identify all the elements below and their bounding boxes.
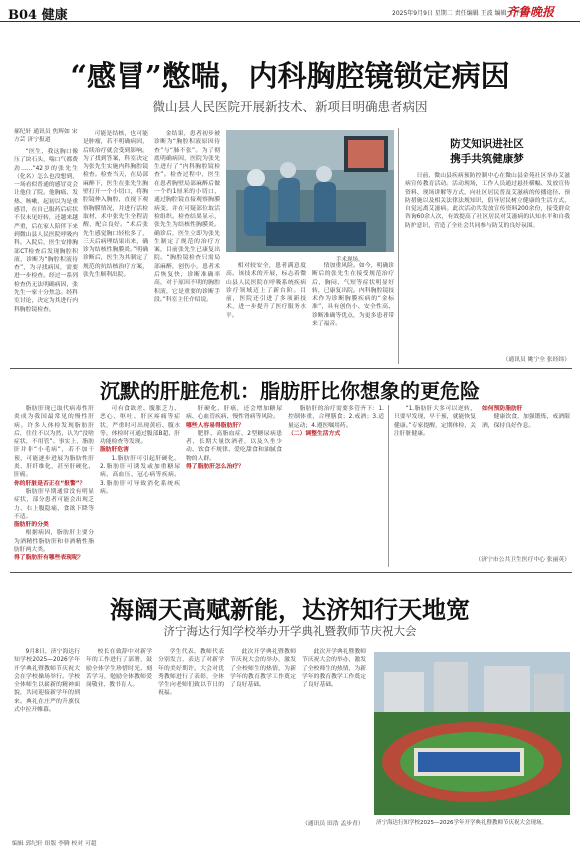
article1-col5: 情加重风险。如今，明确诊断后的张先生在接受规范治疗后，胸闷、气短等症状明显好转，已康复出院。内科胸腔镜技术作为诊断胸膜疾病的“金标准”，具有创伤小、安全性高、诊断准确等优点，为更多患者带来了福音。: [312, 263, 394, 328]
ceremony-photo: [374, 652, 570, 815]
section-label: B04 健康: [8, 8, 68, 23]
sidebar-title-line2: 携手共筑健康梦: [450, 153, 524, 165]
column-divider: [388, 405, 389, 567]
article2-col1: 脂肪肝现已取代病毒性肝炎成为我国最常见的慢性肝病。许多人体检发现脂肪肝后，往往不以为然，认为“没啥症状，不用管”。事实上，脂肪肝并非“小毛病”，若不加干预，可能逐步进展为脂肪性肝炎、肝纤维化，甚至肝硬化、肝癌。 你的肝脏是否正在“报警”？ 脂肪肝早期通常没有明显症状，部分患者可能会出现乏力、右上腹隐痛、食欲下降等不适。 脂肪肝的分类 根据病因，脂肪肝主要分为酒精性脂肪肝和非酒精性脂肪肝两大类。 得了脂肪肝有哪些表现呢？: [14, 406, 94, 562]
article1-col2: 可能是结核，也可能是肿瘤，若不明确病因，后续治疗就会受到影响。为了找到答案，科室决定为张先生实施内科胸腔镜检查。检查当天，在局部麻醉下，医生在张先生胸壁打开一个小切口，将胸腔镜伸入胸腔，直视下观察胸膜情况，并进行活检取材，术中张先生全程清醒，配合良好。“术后张先生感觉胸口轻松多了，三天后病理结果出来，确诊为结核性胸膜炎。”明确诊断后，医生为其制定了规范的抗结核治疗方案，张先生顺利出院。: [83, 131, 148, 279]
sidebar-text: 日前，微山县疾病预防控制中心在微山县金苑社区举办艾滋病宣传教育活动。活动现场，工作人员通过悬挂横幅、发放宣传资料、现场讲解等方式，向社区居民普及艾滋病的传播途径、预防措施以及相关法律法规知识，倡导居民树立健康的生活方式，自觉远离艾滋病。此次活动共发放宣传资料200余份，接受群众咨询60余人次，有效提高了社区居民对艾滋病的认知水平和自我防护意识，营造了全社会共同参与防艾的良好氛围。: [405, 173, 570, 229]
article3-col1: 9月8日，济宁海达行知学校2025—2026学年开学典礼暨教师节庆祝大会在学校操场举行。学校全体师生以崭新的精神面貌，共同迎接新学年的到来。典礼在庄严的升旗仪式中拉开帷幕。: [14, 649, 80, 714]
article2-col4: 脂肪肝的治疗需要多管齐下：1.控制体重，合理膳食；2.戒酒；3.适量运动；4.遵医嘱用药。 （二）调整生活方式: [288, 406, 384, 437]
article3-col5: 此次开学典礼暨教师节庆祝大会的举办，激发了全校师生的热情，为新学年的教育教学工作奠定了良好基础。: [302, 649, 366, 689]
section-divider: [10, 572, 572, 573]
sidebar-byline: （通讯员 姚宁全 张经纬）: [502, 357, 570, 363]
surgery-photo-caption: 手术现场。: [336, 257, 364, 263]
article3-byline: （通讯员 田浩 孟步青）: [302, 821, 364, 827]
article2-heading-5: 哪些人容易得脂肪肝？: [186, 422, 244, 429]
article1-title: “感冒”憋喘，内科胸腔镜锁定病因: [70, 59, 510, 93]
ceremony-photo-caption: 济宁海达行知学校2025—2026学年开学典礼暨教师节庆祝大会现场。: [376, 820, 547, 826]
article3-title: 海阔天高赋新能，达济知行天地宽: [110, 595, 470, 624]
article2-title: 沉默的肝脏危机：脂肪肝比你想象的更危险: [100, 379, 480, 403]
article3-col2: 校长在致辞中对新学年的工作进行了部署，鼓励全体学生珍惜时光、刻苦学习，勉励全体教师爱岗敬业、教书育人。: [86, 649, 152, 689]
article3-subtitle: 济宁海达行知学校举办开学典礼暨教师节庆祝大会: [163, 624, 417, 638]
article2-heading-7: （二）调整生活方式: [288, 430, 341, 437]
article2-byline: （济宁市公共卫生医疗中心 张丽英）: [475, 557, 570, 563]
article2-heading-2: 脂肪肝的分类: [14, 522, 49, 529]
surgery-photo: [226, 130, 394, 252]
article1-subtitle: 微山县人民医院开展新技术、新项目明确患者病因: [152, 99, 428, 114]
page-header: [0, 0, 580, 22]
article1-col3: 金结果，患者初步被诊断为“胸腔积液原因待查”与“肺不张”。为了彻底明确病因，医院为张先生进行了“内科胸腔镜检查”。检查过程中，医生在患者胸壁局部麻醉后做一个约1厘米的小切口，通过胸腔镜直接观察胸膜病变，并在可疑部位取活检组织。检查结果显示，张先生为结核性胸膜炎。确诊后，医生立即为张先生制定了规范的治疗方案，目前张先生已康复出院。“胸腔镜检查只需局部麻醉，创伤小，患者术后恢复快，诊断准确率高，对于原因不明的胸腔积液，它是重要的诊断手段。”科室主任介绍说。: [154, 131, 220, 303]
article2-col2: 可有食欲差、腹胀乏力、恶心、呕吐、肝区疼痛等症状，严重时可出现黄疸、腹水等。体检时可通过腹部B超、肝功能检查等发现。 脂肪肝危害 1.脂肪肝可引起肝硬化。2.脂肪肝可诱发或加重糖尿病、高血压、冠心病等疾病。3.脂肪肝可导致消化系统疾病。: [100, 406, 180, 495]
article2-heading-8: 如何预防脂肪肝: [482, 406, 523, 412]
article2-col5: “1.脂肪肝大多可以逆转，只要早发现、早干预，就能恢复健康。”专家提醒，定期体检，关注肝脏健康。: [394, 406, 476, 437]
article2-heading-3: 得了脂肪肝有哪些表现呢？: [14, 555, 84, 562]
article1-byline: 郝纪轩 通讯员 焦辉如 宋方芸 济宁报道: [14, 129, 78, 144]
sidebar-title-line1: 防艾知识进社区: [450, 138, 524, 150]
article2-heading-6: 得了脂肪肝怎么治疗？: [186, 464, 244, 471]
article2-heading-4: 脂肪肝危害: [100, 447, 129, 454]
section-divider: [10, 368, 572, 369]
article1-col1: “医生，我这胸口像压了块石头，喘口气都费劲……”42岁的张先生（化名）怎么也没想到，一场看似普通的感冒竟会让他住了院。他胸痛、发热、咳嗽，起初以为是重感冒，在自己服药后症状不仅未见好转，还越来越严重，后在家人陪伴下来到微山县人民医院呼吸内科。入院后，医生安排胸部CT检查后发现胸腔积液，诊断为“胸腔积液待查”，为寻找病因，需要进一步检查。经过一系列检查仍无法明确病因，张先生一家十分焦急。经科室讨论，决定为其进行内科胸腔镜检查。: [14, 149, 78, 313]
article3-col4: 此次开学典礼暨教师节庆祝大会的举办，激发了全校师生的热情，为新学年的教育教学工作奠定了良好基础。: [230, 649, 296, 689]
article2-heading-1: 你的肝脏是否正在“报警”？: [14, 480, 86, 487]
column-divider: [398, 128, 399, 364]
article2-col6: 如何预防脂肪肝 健康饮食，加强锻炼，戒酒限酒，保持良好作息。: [482, 406, 570, 429]
issue-date: 2025年9月9日 星期二 责任编辑 王波 编辑 王子涵: [392, 10, 527, 17]
article1-col4: 相对较安全，患者满意度高。该技术的开展，标志着微山县人民医院在呼吸系统疾病诊疗领域迈上了新台阶。目前，医院还引进了多项新技术，进一步提升了医疗服务水平。: [226, 263, 306, 319]
article2-col3: 肝硬化、肝癌，还会增加糖尿病、心血管疾病、慢性肾病等风险。 哪些人容易得脂肪肝？ 肥胖、高脂血症、2型糖尿病患者，长期大量饮酒者，以及久坐少动、饮食不规律、爱吃甜食和油腻食物的人群。 得了脂肪肝怎么治疗？: [186, 406, 282, 471]
page-footer: 编辑 郭纪轩 组版 李腾 校对 可超: [12, 841, 97, 847]
newspaper-logo: 齐鲁晚报: [506, 5, 555, 19]
article3-col3: 学生代表、教师代表分别发言，表达了对新学年的美好期许。大会对优秀教师进行了表彰，全体学生向老师们致以节日的祝福。: [158, 649, 224, 697]
